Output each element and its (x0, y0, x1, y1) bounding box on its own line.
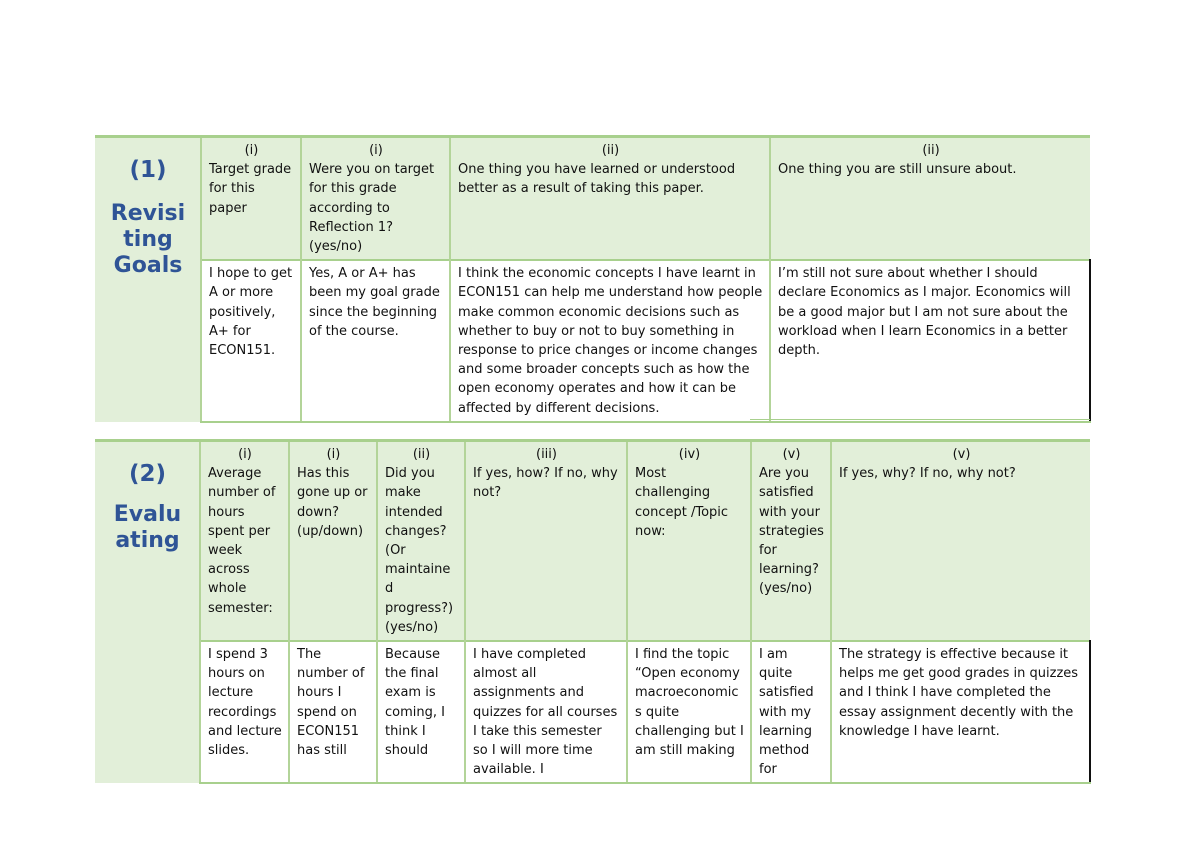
answer-up-down: The number of hours I spend on ECON151 has still (289, 641, 377, 783)
header-numeral: (i) (238, 447, 252, 462)
header-text: If yes, why? If no, why not? (839, 466, 1016, 482)
evaluating-table (95, 439, 1091, 784)
section-2-number: (2) (128, 461, 167, 487)
header-text: Has this gone up or down? (up/down) (297, 466, 368, 539)
answer-target-grade: I hope to get A or more positively, A+ for ECON151. (201, 260, 301, 422)
header-text: One thing you have learned or understood better as a result of taking this paper. (458, 162, 736, 197)
section-2-label (95, 441, 200, 784)
header-why (831, 441, 1090, 642)
answer-satisfied: I am quite satisfied with my learning method for (751, 641, 831, 783)
header-text: Average number of hours spent per week across whole semester: (208, 466, 276, 616)
header-text: If yes, how? If no, why not? (473, 466, 618, 501)
header-average-hours (200, 441, 289, 642)
answer-average-hours: I spend 3 hours on lecture recordings and lecture slides. (200, 641, 289, 783)
revisiting-goals-table (95, 135, 1091, 423)
header-numeral: (i) (326, 447, 341, 462)
header-numeral: (v) (952, 447, 971, 462)
header-up-down (289, 441, 377, 642)
section-1-title: Revisiting Goals (110, 201, 186, 278)
answer-learned: I think the economic concepts I have learnt in ECON151 can help me understand how people make common economic decisions such as whether to buy or not to buy something in response to price changes or income changes and some broader concepts such as how the open economy operates and how it can be affected by different decisions. (450, 260, 770, 422)
header-text: Most challenging concept /Topic now: (635, 466, 729, 539)
answer-why: The strategy is effective because it helps me get good grades in quizzes and I think I have completed the essay assignment decently with the knowledge I have learnt. (831, 641, 1090, 783)
header-satisfied (751, 441, 831, 642)
answer-challenging-concept: I find the topic “Open economy macroeconomics quite challenging but I am still making (627, 641, 751, 783)
answer-unsure: I’m still not sure about whether I should declare Economics as I major. Economics will be a good major but I am not sure about the workload when I learn Economics in a better depth. (770, 260, 1090, 422)
header-numeral: (v) (782, 447, 801, 462)
header-challenging-concept (627, 441, 751, 642)
answer-on-target: Yes, A or A+ has been my goal grade since the beginning of the course. (301, 260, 450, 422)
answer-intended-changes: Because the final exam is coming, I think I should (377, 641, 465, 783)
answer-how: I have completed almost all assignments and quizzes for all courses I take this semester so I will more time available. I (465, 641, 627, 783)
header-numeral: (iv) (678, 447, 701, 462)
section-2-title: Evaluating (113, 502, 182, 553)
header-learned (450, 137, 770, 261)
header-intended-changes (377, 441, 465, 642)
section-1-label (95, 137, 201, 422)
header-numeral: (iii) (536, 447, 557, 462)
header-text: Did you make intended changes? (Or maintained progress?) (yes/no) (385, 466, 454, 635)
header-numeral: (ii) (601, 143, 620, 158)
header-numeral: (ii) (922, 143, 940, 158)
header-text: One thing you are still unsure about. (778, 162, 1017, 178)
header-numeral: (i) (244, 143, 259, 158)
divider-line (750, 419, 1090, 420)
header-numeral: (ii) (412, 447, 431, 462)
header-target-grade (201, 137, 301, 261)
header-unsure (770, 137, 1090, 261)
header-numeral: (i) (369, 143, 383, 158)
header-text: Target grade for this paper (209, 162, 292, 216)
header-on-target (301, 137, 450, 261)
section-1-number: (1) (129, 157, 167, 183)
header-text: Were you on target for this grade according to Reflection 1? (yes/no) (309, 162, 435, 255)
header-text: Are you satisfied with your strategies for learning? (yes/no) (759, 466, 824, 597)
header-how (465, 441, 627, 642)
